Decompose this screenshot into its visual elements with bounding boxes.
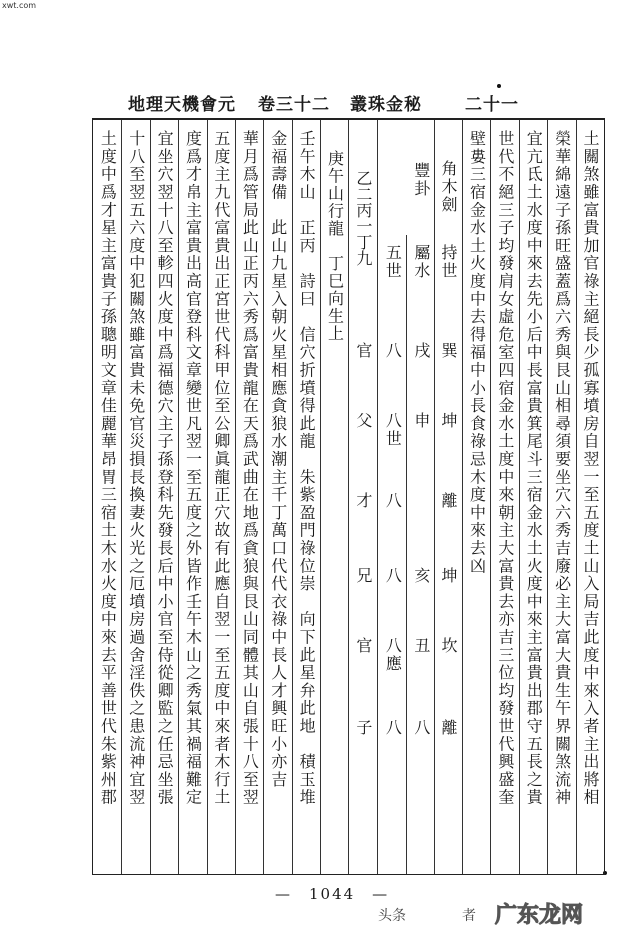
watermark-brand: 广东龙网	[495, 903, 584, 928]
table-divider	[406, 235, 407, 874]
table-cell: 八	[383, 342, 403, 360]
table-cell: 角木劍	[439, 160, 459, 214]
table-cell: 離	[439, 492, 459, 510]
text-column	[178, 120, 206, 874]
column-text: 土關煞雖富貴加官祿主絕長少孤寡墳房自翌一至五度土山入局吉此度中來入者主出將相	[581, 130, 600, 807]
column-text: 五度主九代富貴出正宮世代科甲位至公卿眞龍正穴故有此應自翌一至五度中來者木行土	[211, 130, 231, 807]
table-cell: 坤	[439, 412, 459, 430]
table-column-a	[434, 120, 462, 874]
text-column	[320, 120, 348, 874]
text-column	[547, 120, 575, 874]
table-cell: 兄	[353, 567, 373, 585]
section-title: 叢珠金秘	[350, 95, 422, 115]
watermark-source: 头条 者	[378, 908, 476, 924]
column-text: 壁婁三宿金水土火度中去得福中小長食祿忌木度中來去凶	[467, 130, 487, 575]
column-text: 壬午木山 正丙 詩曰 信穴折墳得此龍 朱紫盈門祿位崇 向下此星弁此地 積玉堆	[297, 130, 317, 807]
table-cell: 巽	[439, 342, 459, 360]
column-text: 宜坐穴翌十八至軫四火度中爲福德穴主子孫登科先發長后中小官至侍從卿監之任忌坐張	[155, 130, 175, 807]
page-number: — 1044 —	[275, 885, 390, 903]
table-hexagram-group	[377, 120, 434, 874]
column-text: 庚午山行龍 丁巳向生上	[325, 150, 345, 343]
text-column	[93, 120, 121, 874]
table-cell: 坎	[439, 637, 459, 655]
text-frame	[92, 118, 605, 875]
text-column	[263, 120, 291, 874]
table-column-c	[378, 120, 407, 874]
table-cell: 八	[383, 719, 403, 737]
table-cell: 父	[353, 412, 373, 430]
watermark-top: xwt.com	[2, 1, 37, 10]
table-cell: 才	[353, 492, 373, 510]
table-cell: 八	[383, 567, 403, 585]
text-column	[490, 120, 518, 874]
table-cell: 離	[439, 719, 459, 737]
print-dot	[497, 84, 501, 88]
table-cell: 屬水	[411, 244, 431, 280]
table-cell: 八世	[383, 412, 403, 448]
table-cell: 戌	[411, 342, 431, 360]
table-cell: 八應	[383, 637, 403, 673]
table-cell: 坤	[439, 567, 459, 585]
column-text: 十八至翌五六度中犯關煞雖富貴未免官災損長換妻火光之厄墳房過舍淫佚之患流神宜翌	[126, 130, 146, 807]
text-column	[207, 120, 235, 874]
column-text: 土度中爲才星主富貴子孫聰明文章佳麗華昂胃三宿土木水火度中來去平善世代朱紫州郡	[98, 130, 118, 807]
column-text: 宜亢氐土水度中來去先小后中長富貴箕尾斗三宿金水土火度中來主富貴出郡守五長之貴	[524, 130, 544, 807]
text-column	[519, 120, 547, 874]
table-column-d	[348, 120, 376, 874]
text-column	[121, 120, 149, 874]
table-cell: 丑	[411, 637, 431, 655]
book-title: 地理天機會元	[128, 95, 236, 115]
hexagram-title: 豐卦	[411, 162, 431, 198]
column-text: 金福壽備 此山九星入朝火星相應貪狼水潮主千丁萬口代代衣祿中長人才興旺小亦吉	[268, 130, 288, 789]
page-label: 二十一	[465, 95, 519, 115]
table-cell: 八	[411, 719, 431, 737]
volume-label: 卷三十二	[258, 95, 330, 115]
table-cell: 八	[383, 492, 403, 510]
table-cell: 子	[353, 719, 373, 737]
text-column	[150, 120, 178, 874]
text-column	[292, 120, 320, 874]
table-cell: 亥	[411, 567, 431, 585]
table-cell: 官	[353, 637, 373, 655]
table-cell: 乙二丙一丁九	[353, 170, 373, 266]
column-text: 世代不絕三子均發肩女虛危室四宿金水土度中來朝主大富貴去亦吉三位均發世代興盛奎	[495, 130, 515, 807]
table-cell: 持世	[439, 244, 459, 280]
text-column	[235, 120, 263, 874]
text-column	[576, 120, 604, 874]
text-column	[462, 120, 490, 874]
table-cell: 五世	[383, 244, 403, 280]
column-text: 榮華綿遠子孫旺盛蓋爲六秀與艮山相尋須要坐穴六秀吉廢必主大富大貴生午界關煞流神	[552, 130, 572, 807]
column-text: 華月爲管局此山正丙六秀爲富貴龍在天爲武曲在地爲貪狼與艮山同體其山自張十八至翌	[240, 130, 260, 807]
table-column-b	[406, 120, 435, 874]
table-cell: 申	[411, 412, 431, 430]
table-cell: 官	[353, 342, 373, 360]
column-text: 度爲才帛主富貴出高官登科文章變世凡翌一至五度之外皆作壬午木山之秀氣其禍福難定	[183, 130, 203, 807]
